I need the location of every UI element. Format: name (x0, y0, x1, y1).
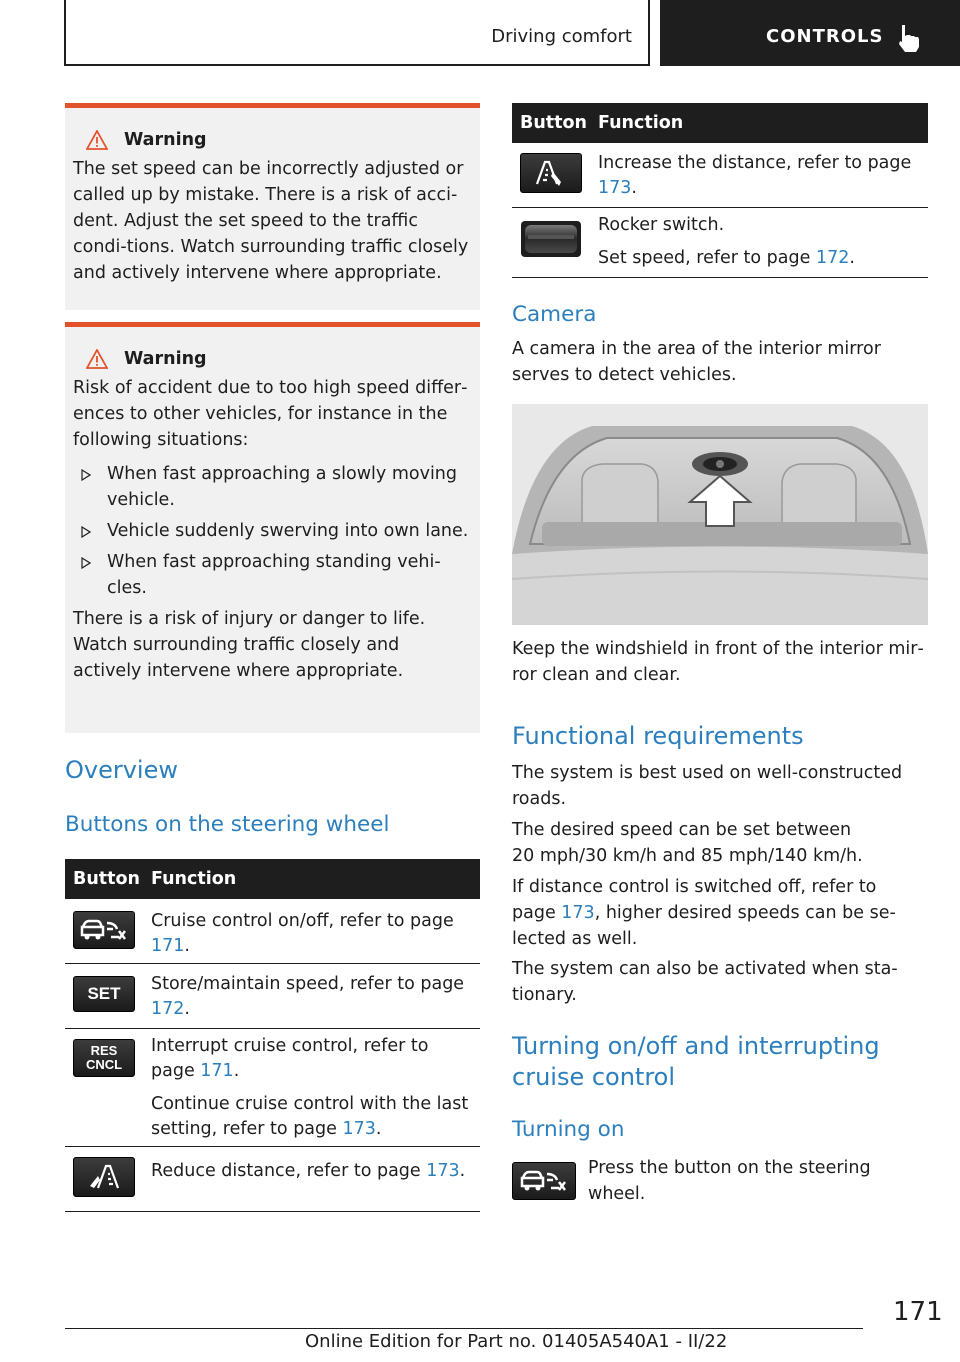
header-section-box (64, 0, 650, 66)
warning-title (73, 130, 472, 150)
page-link[interactable]: 173 (561, 903, 595, 923)
function-text: . (375, 1119, 382, 1139)
function-cell (151, 1034, 471, 1142)
function-text: . (233, 1061, 240, 1081)
functional-text-distance-off (512, 874, 922, 952)
camera-heading: Camera (512, 302, 597, 327)
function-cell (151, 1159, 471, 1184)
page-link[interactable]: 173 (598, 178, 632, 198)
warning-intro: Risk of accident due to too high speed differ‐ences to other vehicles, for instance in the following situations: (73, 378, 468, 450)
table-row (65, 1029, 480, 1147)
functional-text-roads: The system is best used on well-constructed roads. (512, 763, 903, 809)
table-row (512, 143, 928, 208)
functional-text: , higher desired speeds can be se‐lected as well. (512, 903, 896, 949)
function-text: . (631, 178, 637, 198)
table-row (65, 964, 480, 1029)
camera-illustration (512, 404, 928, 625)
set-button-icon: SET (73, 976, 135, 1012)
list-bullet-icon (81, 526, 91, 538)
windshield-camera-image (512, 404, 928, 625)
heading-line: cruise control (512, 1063, 676, 1091)
list-item-text: When fast approaching a slowly moving vehicle. (107, 464, 457, 510)
warning-triangle-icon (86, 349, 108, 369)
pointing-hand-icon (892, 22, 924, 54)
list-item-text: When fast approaching standing vehi‐cles. (107, 552, 441, 598)
column-header-function: Function (598, 113, 684, 133)
list-item (73, 518, 472, 544)
warning-situation-list (73, 461, 472, 601)
functional-text-stationary: The system can also be activated when sta‐tionary. (512, 959, 898, 1005)
camera-text: A camera in the area of the interior mirror serves to detect vehicles. (512, 339, 881, 385)
increase-distance-button-icon (520, 153, 582, 193)
warning-outro: There is a risk of injury or danger to life. Watch surrounding traffic closely and actively intervene where appropriate. (73, 609, 426, 681)
function-text: Store/maintain speed, refer to page (151, 974, 465, 994)
warning-box-speed-differences (65, 322, 480, 733)
page-link[interactable]: 171 (200, 1061, 234, 1081)
column-header-button: Button (520, 113, 588, 133)
page-link[interactable]: 172 (815, 248, 850, 268)
footer-divider (65, 1328, 863, 1329)
function-text: . (184, 936, 190, 956)
warning-title-text: Warning (124, 349, 207, 369)
header-section-title: Driving comfort (491, 26, 632, 47)
function-text: Rocker switch. (598, 215, 725, 235)
turning-on-heading: Turning on (512, 1117, 625, 1142)
function-cell (151, 972, 471, 1022)
speed-range-line2: 20 mph/30 km/h and 85 mph/140 km/h. (512, 846, 863, 866)
warning-box-speed-adjust (65, 103, 480, 310)
column-header-function: Function (151, 869, 237, 889)
function-cell (598, 213, 918, 271)
function-cell (151, 909, 471, 959)
column-header-button: Button (73, 869, 141, 889)
page-link[interactable]: 172 (151, 999, 185, 1019)
function-text: Continue cruise control with the last setting, refer to page (151, 1094, 469, 1139)
list-bullet-icon (81, 469, 91, 481)
reduce-distance-button-icon (73, 1157, 135, 1197)
function-text: . (184, 999, 190, 1019)
warning-title (73, 349, 472, 369)
warning-text: The set speed can be incorrectly adjusted or called up by mistake. There is a risk of acci‐dent. Adjust the set speed to the traffic condi‐tions. Watch surrounding traffic closely and actively intervene where appropriate. (73, 159, 469, 283)
button-label-res: RES (90, 1043, 118, 1058)
list-item (73, 461, 472, 513)
cruise-control-button-icon (73, 911, 135, 949)
header-chapter-tab[interactable] (660, 0, 960, 66)
warning-triangle-icon (86, 130, 108, 150)
table-row (512, 208, 928, 278)
list-item-text: Vehicle suddenly swerving into own lane. (107, 521, 469, 541)
page-link[interactable]: 173 (426, 1161, 460, 1181)
table-header (65, 859, 480, 899)
heading-line: Turning on/off and interrupting (512, 1032, 880, 1060)
list-bullet-icon (81, 557, 91, 569)
function-text: Interrupt cruise control, refer to page (151, 1036, 429, 1081)
overview-heading: Overview (65, 756, 178, 784)
footer-edition-text: Online Edition for Part no. 01405A540A1 - II/22 (305, 1331, 728, 1352)
steering-buttons-heading: Buttons on the steering wheel (65, 812, 390, 837)
turning-on-text: Press the button on the steering wheel. (588, 1158, 871, 1204)
speed-range-line1: The desired speed can be set between (512, 820, 852, 840)
header-chapter-title: CONTROLS (766, 26, 884, 47)
button-label-cncl: CNCL (85, 1057, 123, 1072)
res-cncl-button-icon (73, 1039, 135, 1077)
page-number: 171 (893, 1297, 943, 1327)
page-link[interactable]: 171 (151, 936, 185, 956)
function-text: . (849, 248, 855, 268)
table-row (65, 1147, 480, 1212)
functional-text-speed-range (512, 817, 922, 869)
function-cell (598, 151, 918, 201)
function-text: Increase the distance, refer to page (598, 153, 912, 173)
turning-on-off-heading (512, 1031, 880, 1093)
page-link[interactable]: 173 (342, 1119, 376, 1139)
camera-keep-clear-text: Keep the windshield in front of the interior mir‐ror clean and clear. (512, 639, 924, 685)
list-item (73, 549, 472, 601)
cruise-control-button-icon (512, 1162, 576, 1200)
function-text: . (459, 1161, 466, 1181)
functional-requirements-heading: Functional requirements (512, 722, 804, 750)
function-text: Set speed, refer to page (598, 248, 816, 268)
table-header (512, 103, 928, 143)
function-text: Cruise control on/off, refer to page (151, 911, 454, 931)
function-text: Reduce distance, refer to page (151, 1161, 427, 1181)
steering-buttons-table (65, 859, 480, 1212)
distance-buttons-table (512, 103, 928, 278)
warning-title-text: Warning (124, 130, 207, 150)
rocker-switch-icon (520, 220, 582, 256)
table-row (65, 899, 480, 964)
functional-text: If distance control is switched off, refer to page (512, 877, 877, 923)
